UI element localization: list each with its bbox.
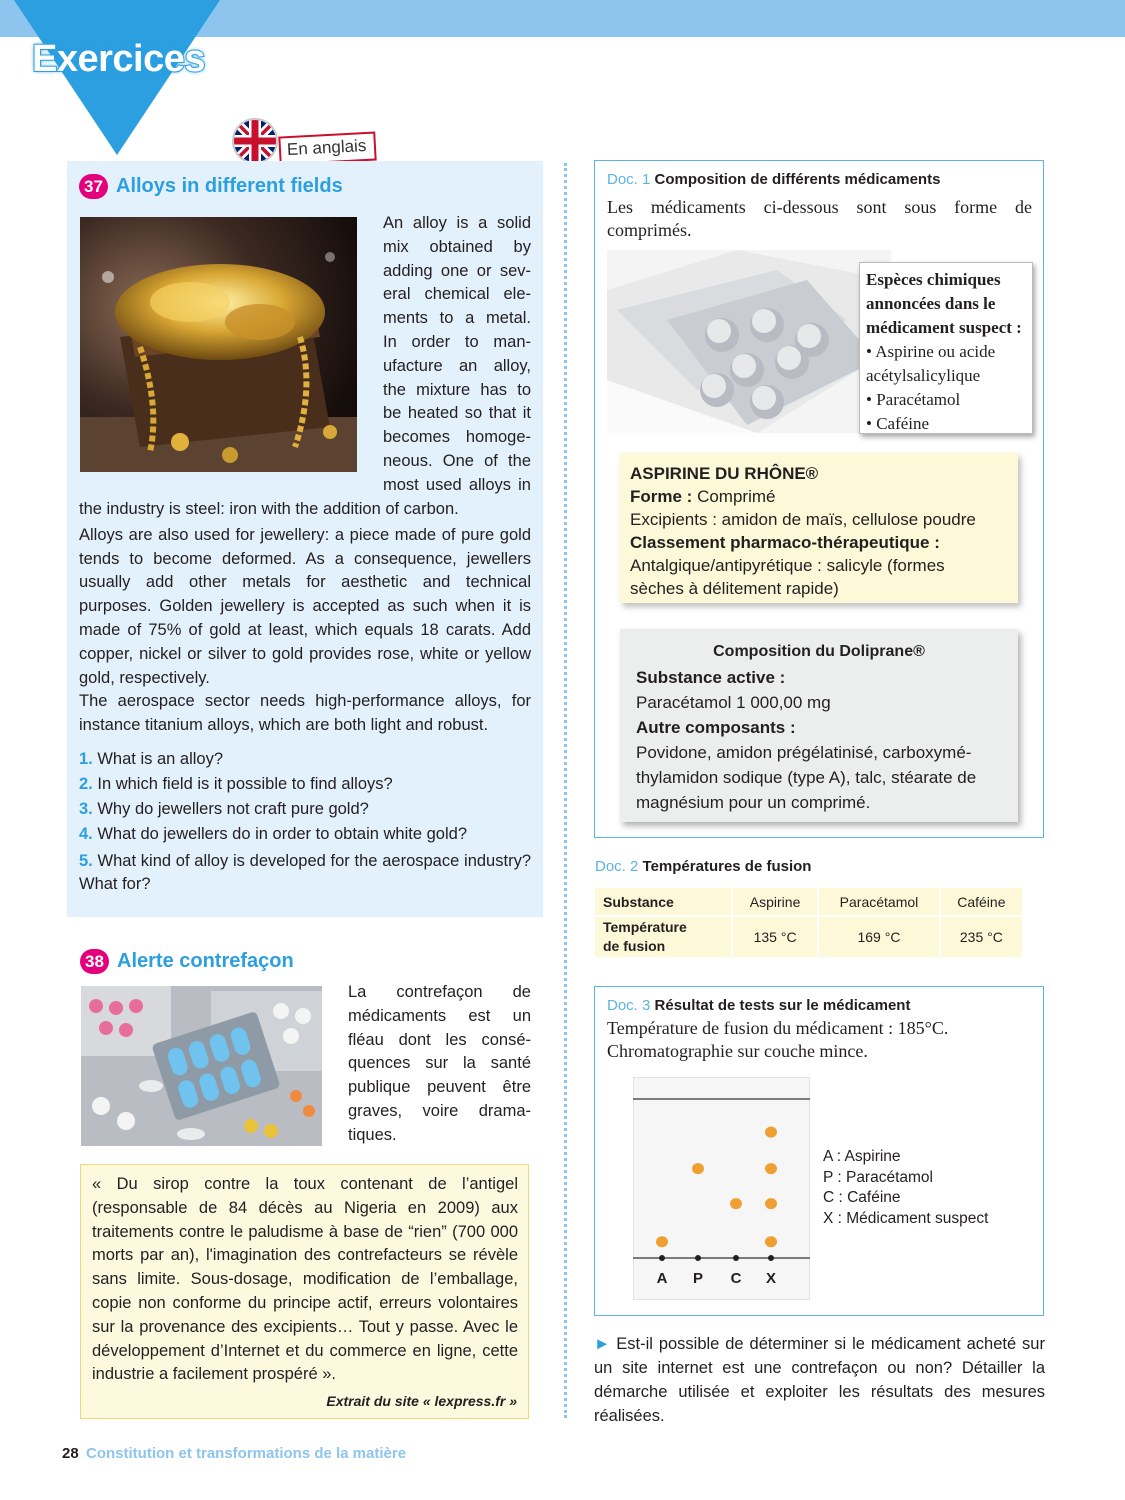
table-header: Substance: [595, 888, 731, 915]
tlc-spot: [656, 1236, 668, 1247]
page-title: Exercices: [32, 38, 205, 80]
doliprane-autres-line: thylamidon sodique (type A), talc, stéarate de: [636, 768, 977, 787]
text-line: the industry is steel: iron with the addition of carbon.: [79, 500, 459, 518]
row-label-line: de fusion: [603, 938, 666, 954]
table-cell: 135 °C: [733, 917, 817, 957]
doc3-line: Chromatographie sur couche mince.: [607, 1041, 868, 1061]
deposit-dot: [768, 1255, 774, 1261]
text-line: adding one or sev-: [383, 261, 531, 280]
doc1-intro: Les médicaments ci-dessous sont sous forme de comprimés.: [607, 197, 1032, 240]
doc-label: Doc. 1: [607, 171, 651, 188]
question-item: [79, 800, 531, 819]
final-question: [594, 1332, 1045, 1428]
legend-item: X : Médicament suspect: [823, 1209, 989, 1227]
question-item: [79, 825, 531, 844]
aspirine-box: [620, 453, 1018, 603]
text-line: neous. One of the: [383, 451, 531, 470]
doc-title: Résultat de tests sur le médicament: [654, 997, 911, 1014]
language-tag: En anglais: [278, 131, 377, 165]
suspect-item: • Aspirine ou acide: [866, 342, 996, 361]
text-line: An alloy is a solid: [383, 214, 531, 232]
exercise-title: Alloys in different fields: [116, 175, 343, 197]
text-line: becomes homoge-: [383, 428, 531, 447]
deposit-dot: [733, 1255, 739, 1261]
question-list: [79, 750, 531, 896]
aspirine-classement-line: sèches à délitement rapide): [630, 579, 839, 598]
text-line: be heated so that it: [383, 404, 531, 423]
text-line: most used alloys in: [383, 475, 531, 494]
question-number: 4.: [79, 825, 93, 843]
question-text: What is an alloy?: [97, 750, 224, 768]
lane-label: X: [765, 1270, 777, 1287]
text-line: mix obtained by: [383, 237, 531, 256]
suspect-species-box: [859, 262, 1033, 434]
text-line: In order to man-: [383, 332, 531, 351]
tlc-spot: [730, 1198, 742, 1209]
text-line: eral chemical ele-: [383, 285, 531, 304]
question-number: 5.: [79, 852, 93, 870]
doliprane-active-value: Paracétamol 1 000,00 mg: [636, 693, 831, 712]
melting-temperature-table: [593, 886, 1024, 959]
question-item: [79, 850, 531, 896]
text-line: La contrefaçon de: [348, 983, 531, 1001]
label: Forme :: [630, 487, 693, 506]
aspirine-excipients: Excipients : amidon de maïs, cellulose poudre: [630, 510, 976, 529]
tlc-plate: [633, 1077, 810, 1300]
value: Comprimé: [697, 487, 776, 506]
deposit-dot: [695, 1255, 701, 1261]
exercise-number: 38: [80, 949, 109, 974]
question-number: 3.: [79, 800, 93, 818]
table-row: [595, 917, 1022, 957]
doc3-line: Température de fusion du médicament : 185°C.: [607, 1018, 949, 1038]
intro-text-beside-image: [383, 212, 531, 498]
jewellery-photo: [80, 217, 357, 472]
lane-label: A: [656, 1270, 668, 1287]
table-header: Paracétamol: [819, 888, 939, 915]
quote-source: Extrait du site « lexpress.fr »: [326, 1393, 517, 1409]
aspirine-name: ASPIRINE DU RHÔNE®: [630, 464, 819, 483]
text-line: tiques.: [348, 1125, 397, 1144]
aspirine-classement-line: Antalgique/antipyrétique : salicyle (formes: [630, 556, 945, 575]
question-item: [79, 775, 531, 794]
tlc-legend: [823, 1147, 988, 1229]
text-line: fléau dont les consé-: [348, 1030, 531, 1049]
table-header: Caféine: [941, 888, 1022, 915]
text-line: publique peuvent être: [348, 1078, 531, 1097]
question-text: Why do jewellers not craft pure gold?: [97, 800, 369, 818]
suspect-title-line: médicament suspect :: [866, 318, 1022, 337]
suspect-item: • Caféine: [866, 414, 930, 433]
aspirine-classement-label: Classement pharmaco-thérapeutique :: [630, 533, 940, 552]
deposit-dot: [659, 1255, 665, 1261]
doc-title: Composition de différents médicaments: [654, 171, 941, 188]
uk-flag-icon: [232, 118, 278, 164]
doliprane-autres-line: magnésium pour un comprimé.: [636, 793, 871, 812]
arrow-icon: ►: [594, 1335, 611, 1353]
text-line: ments to a metal.: [383, 309, 531, 328]
legend-item: C : Caféine: [823, 1189, 901, 1206]
question-text: What kind of alloy is developed for the aerospace industry? What for?: [79, 852, 531, 893]
paragraph-jewellery: Alloys are also used for jewellery: a piece made of pure gold tends to become deformed. As a consequence, jewellers usually add other metals for aesthetic and technical purposes. Golden jewellery is accepted as such when it is made of 75% of gold at least, which equals 18 carats. Add copper, nickel or silver to gold provides rose, white or yellow gold, respectively.: [79, 525, 531, 687]
text-line: quences sur la santé: [348, 1054, 531, 1073]
blister-pack-photo: [607, 250, 891, 433]
ex38-intro-text: [348, 981, 531, 1148]
tlc-spot: [765, 1236, 777, 1247]
exercise-number: 37: [79, 174, 108, 199]
text-line: médicaments est un: [348, 1006, 531, 1025]
press-quote: « Du sirop contre la toux contenant de l’antigel (responsable de 84 décès au Nigeria en 2009) aux traitements contre le paludisme à base de “rien” (700 000 morts par an), l'imagination des contrefacteurs se révèle sans limite. Sous-dosage, modification de l’emballage, copie non conforme du principe actif, erreurs volontaires sur la provenance des excipients… Tout y passe. Avec le développement d’Internet et du commerce en ligne, cette industrie a facilement prospéré ».: [92, 1175, 518, 1384]
question-number: 1.: [79, 750, 93, 768]
page-number: 28: [62, 1445, 79, 1462]
doliprane-active-label: Substance active :: [636, 668, 786, 687]
tlc-spot: [692, 1163, 704, 1174]
aspirine-forme: [630, 485, 1008, 508]
suspect-item: • Paracétamol: [866, 390, 961, 409]
tlc-spot: [765, 1163, 777, 1174]
exercise-title: Alerte contrefaçon: [117, 950, 294, 972]
legend-item: A : Aspirine: [823, 1148, 901, 1165]
text-line: the mixture has to: [383, 380, 531, 399]
doc-title: Températures de fusion: [642, 858, 812, 875]
suspect-title-line: Espèces chimiques: [866, 270, 1001, 289]
pills-photo: [81, 986, 322, 1146]
doliprane-title: Composition du Doliprane®: [713, 643, 925, 660]
question-text: In which field is it possible to find alloys?: [97, 775, 393, 793]
doliprane-box: [620, 629, 1018, 822]
suspect-title-line: annoncées dans le: [866, 294, 996, 313]
tlc-spot: [765, 1127, 777, 1138]
ex37-body: [79, 498, 531, 738]
chapter-title: Constitution et transformations de la matière: [86, 1445, 407, 1462]
column-separator: [564, 163, 567, 1418]
text-line: graves, voire drama-: [348, 1101, 531, 1120]
doc2-heading: [595, 858, 811, 875]
lane-label: C: [730, 1270, 742, 1287]
doliprane-autres-label: Autre composants :: [636, 718, 796, 737]
row-label: [595, 917, 731, 957]
tlc-spot: [765, 1198, 777, 1209]
table-header: Aspirine: [733, 888, 817, 915]
text-line: ufacture an alloy,: [383, 356, 531, 375]
final-question-text: Est-il possible de déterminer si le médicament acheté sur un site internet est une contrefaçon ou non? Détailler la démarche utilisée et exploiter les résultats des mesures réalisées.: [594, 1335, 1045, 1425]
lane-label: P: [692, 1270, 704, 1287]
row-label-line: Température: [603, 919, 687, 935]
legend-item: P : Paracétamol: [823, 1168, 933, 1186]
doc1-heading: [607, 171, 940, 188]
question-item: [79, 750, 531, 769]
doc3-text: [607, 1017, 948, 1063]
suspect-item: acétylsalicylique: [866, 366, 981, 385]
doc-label: Doc. 3: [607, 997, 651, 1014]
table-cell: 169 °C: [819, 917, 939, 957]
doliprane-autres-line: Povidone, amidon prégélatinisé, carboxymé-: [636, 743, 972, 762]
question-number: 2.: [79, 775, 93, 793]
press-quote-box: [80, 1164, 529, 1419]
paragraph-aerospace: The aerospace sector needs high-performance alloys, for instance titanium alloys, which are both light and robust.: [79, 692, 531, 735]
doc-label: Doc. 2: [595, 858, 639, 875]
doc3-heading: [607, 997, 910, 1014]
table-header-row: [595, 888, 1022, 915]
question-text: What do jewellers do in order to obtain white gold?: [97, 825, 467, 843]
table-cell: 235 °C: [941, 917, 1022, 957]
